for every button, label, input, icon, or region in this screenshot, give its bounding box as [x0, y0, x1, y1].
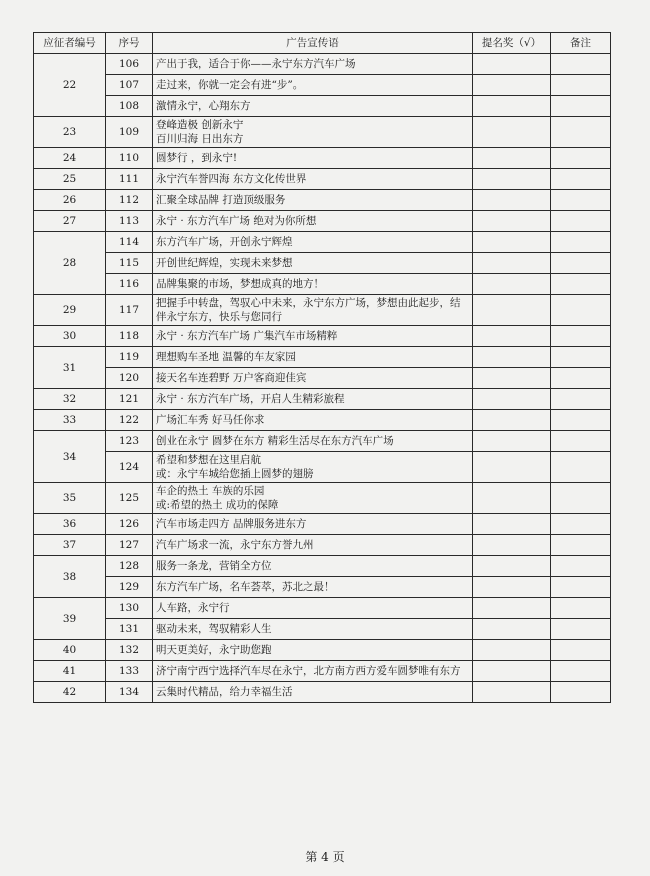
remark-cell[interactable] [551, 232, 611, 253]
slogan-cell: 永宁 · 东方汽车广场 绝对为你所想 [153, 211, 473, 232]
applicant-id-cell: 40 [34, 640, 106, 661]
applicant-id-cell: 34 [34, 431, 106, 483]
table-row [34, 75, 611, 96]
table-row [34, 452, 611, 483]
applicant-id-cell: 42 [34, 682, 106, 703]
nominate-cell[interactable] [473, 514, 551, 535]
nominate-cell[interactable] [473, 54, 551, 75]
table-row [34, 556, 611, 577]
seq-cell: 107 [106, 75, 153, 96]
applicant-id-cell: 29 [34, 295, 106, 326]
nominate-cell[interactable] [473, 347, 551, 368]
remark-cell[interactable] [551, 514, 611, 535]
slogan-cell: 驱动未来，驾驭精彩人生 [153, 619, 473, 640]
nominate-cell[interactable] [473, 619, 551, 640]
nominate-cell[interactable] [473, 295, 551, 326]
slogan-table [33, 32, 611, 703]
seq-cell: 118 [106, 326, 153, 347]
remark-cell[interactable] [551, 169, 611, 190]
slogan-cell: 登峰造极 创新永宁 百川归海 日出东方 [153, 117, 473, 148]
slogan-cell: 永宁 · 东方汽车广场 广集汽车市场精粹 [153, 326, 473, 347]
header-nominate: 提名奖（√） [473, 33, 551, 54]
table-row [34, 326, 611, 347]
table-row [34, 682, 611, 703]
nominate-cell[interactable] [473, 253, 551, 274]
seq-cell: 131 [106, 619, 153, 640]
slogan-cell: 广场汇车秀 好马任你求 [153, 410, 473, 431]
seq-cell: 127 [106, 535, 153, 556]
remark-cell[interactable] [551, 452, 611, 483]
nominate-cell[interactable] [473, 577, 551, 598]
slogan-cell: 人车路，永宁行 [153, 598, 473, 619]
table-row [34, 535, 611, 556]
table-row [34, 640, 611, 661]
seq-cell: 124 [106, 452, 153, 483]
remark-cell[interactable] [551, 619, 611, 640]
slogan-cell: 服务一条龙，营销全方位 [153, 556, 473, 577]
table-row [34, 295, 611, 326]
table-row [34, 169, 611, 190]
seq-cell: 125 [106, 483, 153, 514]
applicant-id-cell: 28 [34, 232, 106, 295]
slogan-cell: 永宁 · 东方汽车广场，开启人生精彩旅程 [153, 389, 473, 410]
table-row [34, 368, 611, 389]
remark-cell[interactable] [551, 75, 611, 96]
applicant-id-cell: 31 [34, 347, 106, 389]
applicant-id-cell: 27 [34, 211, 106, 232]
slogan-cell: 激情永宁，心翔东方 [153, 96, 473, 117]
nominate-cell[interactable] [473, 682, 551, 703]
remark-cell[interactable] [551, 640, 611, 661]
remark-cell[interactable] [551, 577, 611, 598]
remark-cell[interactable] [551, 253, 611, 274]
nominate-cell[interactable] [473, 96, 551, 117]
applicant-id-cell: 24 [34, 148, 106, 169]
seq-cell: 109 [106, 117, 153, 148]
remark-cell[interactable] [551, 598, 611, 619]
seq-cell: 116 [106, 274, 153, 295]
applicant-id-cell: 35 [34, 483, 106, 514]
seq-cell: 106 [106, 54, 153, 75]
remark-cell[interactable] [551, 117, 611, 148]
slogan-cell: 车企的热土 车族的乐园 或:希望的热土 成功的保障 [153, 483, 473, 514]
remark-cell[interactable] [551, 389, 611, 410]
table-row [34, 232, 611, 253]
nominate-cell[interactable] [473, 368, 551, 389]
nominate-cell[interactable] [473, 452, 551, 483]
applicant-id-cell: 32 [34, 389, 106, 410]
remark-cell[interactable] [551, 274, 611, 295]
remark-cell[interactable] [551, 96, 611, 117]
seq-cell: 115 [106, 253, 153, 274]
seq-cell: 128 [106, 556, 153, 577]
applicant-id-cell: 36 [34, 514, 106, 535]
table-row [34, 389, 611, 410]
header-row [34, 33, 611, 54]
remark-cell[interactable] [551, 682, 611, 703]
nominate-cell[interactable] [473, 661, 551, 682]
slogan-cell: 永宁汽车誉四海 东方文化传世界 [153, 169, 473, 190]
nominate-cell[interactable] [473, 232, 551, 253]
header-seq: 序号 [106, 33, 153, 54]
remark-cell[interactable] [551, 535, 611, 556]
nominate-cell[interactable] [473, 410, 551, 431]
seq-cell: 119 [106, 347, 153, 368]
seq-cell: 110 [106, 148, 153, 169]
remark-cell[interactable] [551, 368, 611, 389]
nominate-cell[interactable] [473, 326, 551, 347]
applicant-id-cell: 38 [34, 556, 106, 598]
table-row [34, 347, 611, 368]
table-row [34, 253, 611, 274]
nominate-cell[interactable] [473, 117, 551, 148]
seq-cell: 111 [106, 169, 153, 190]
slogan-cell: 东方汽车广场，开创永宁辉煌 [153, 232, 473, 253]
table-row [34, 96, 611, 117]
seq-cell: 130 [106, 598, 153, 619]
nominate-cell[interactable] [473, 169, 551, 190]
remark-cell[interactable] [551, 347, 611, 368]
slogan-cell: 创业在永宁 圆梦在东方 精彩生活尽在东方汽车广场 [153, 431, 473, 452]
seq-cell: 113 [106, 211, 153, 232]
header-applicant-id: 应征者编号 [34, 33, 106, 54]
table-row [34, 211, 611, 232]
slogan-cell: 圆梦行 ，到永宁! [153, 148, 473, 169]
applicant-id-cell: 41 [34, 661, 106, 682]
remark-cell[interactable] [551, 410, 611, 431]
table-row [34, 514, 611, 535]
table-row [34, 483, 611, 514]
seq-cell: 120 [106, 368, 153, 389]
header-slogan: 广告宣传语 [153, 33, 473, 54]
nominate-cell[interactable] [473, 389, 551, 410]
seq-cell: 112 [106, 190, 153, 211]
remark-cell[interactable] [551, 326, 611, 347]
slogan-cell: 接天名车连碧野 万户客商迎佳宾 [153, 368, 473, 389]
seq-cell: 129 [106, 577, 153, 598]
applicant-id-cell: 37 [34, 535, 106, 556]
slogan-cell: 云集时代精品，给力幸福生活 [153, 682, 473, 703]
applicant-id-cell: 33 [34, 410, 106, 431]
slogan-cell: 把握手中转盘，驾驭心中未来，永宁东方广场，梦想由此起步，结伴永宁东方，快乐与您同行 [153, 295, 473, 326]
seq-cell: 133 [106, 661, 153, 682]
remark-cell[interactable] [551, 211, 611, 232]
nominate-cell[interactable] [473, 598, 551, 619]
seq-cell: 114 [106, 232, 153, 253]
seq-cell: 108 [106, 96, 153, 117]
applicant-id-cell: 30 [34, 326, 106, 347]
slogan-cell: 汽车市场走四方 品牌服务进东方 [153, 514, 473, 535]
table-row [34, 148, 611, 169]
nominate-cell[interactable] [473, 535, 551, 556]
nominate-cell[interactable] [473, 556, 551, 577]
seq-cell: 121 [106, 389, 153, 410]
applicant-id-cell: 26 [34, 190, 106, 211]
remark-cell[interactable] [551, 661, 611, 682]
remark-cell[interactable] [551, 54, 611, 75]
remark-cell[interactable] [551, 431, 611, 452]
nominate-cell[interactable] [473, 274, 551, 295]
header-remark: 备注 [551, 33, 611, 54]
page-number: 第 4 页 [305, 850, 345, 864]
table-row [34, 274, 611, 295]
slogan-cell: 产出于我，适合于你——永宁东方汽车广场 [153, 54, 473, 75]
table-row [34, 190, 611, 211]
table-row [34, 431, 611, 452]
table-row [34, 410, 611, 431]
table-row [34, 598, 611, 619]
slogan-cell: 东方汽车广场，名车荟萃，苏北之最！ [153, 577, 473, 598]
seq-cell: 122 [106, 410, 153, 431]
remark-cell[interactable] [551, 295, 611, 326]
table-body [34, 54, 611, 703]
remark-cell[interactable] [551, 148, 611, 169]
seq-cell: 123 [106, 431, 153, 452]
nominate-cell[interactable] [473, 211, 551, 232]
slogan-cell: 走过来，你就一定会有进“步”。 [153, 75, 473, 96]
slogan-cell: 济宁南宁西宁选择汽车尽在永宁，北方南方西方爱车圆梦唯有东方 [153, 661, 473, 682]
table-row [34, 619, 611, 640]
nominate-cell[interactable] [473, 483, 551, 514]
seq-cell: 132 [106, 640, 153, 661]
table-row [34, 117, 611, 148]
nominate-cell[interactable] [473, 640, 551, 661]
slogan-cell: 希望和梦想在这里启航 或：永宁车城给您插上圆梦的翅膀 [153, 452, 473, 483]
seq-cell: 134 [106, 682, 153, 703]
seq-cell: 117 [106, 295, 153, 326]
nominate-cell[interactable] [473, 431, 551, 452]
remark-cell[interactable] [551, 190, 611, 211]
slogan-cell: 明天更美好，永宁助您跑 [153, 640, 473, 661]
table-row [34, 54, 611, 75]
remark-cell[interactable] [551, 483, 611, 514]
applicant-id-cell: 25 [34, 169, 106, 190]
slogan-cell: 理想购车圣地 温馨的车友家园 [153, 347, 473, 368]
applicant-id-cell: 23 [34, 117, 106, 148]
nominate-cell[interactable] [473, 148, 551, 169]
remark-cell[interactable] [551, 556, 611, 577]
seq-cell: 126 [106, 514, 153, 535]
slogan-cell: 汇聚全球品牌 打造顶级服务 [153, 190, 473, 211]
table-row [34, 661, 611, 682]
slogan-cell: 汽车广场求一流，永宁东方誉九州 [153, 535, 473, 556]
nominate-cell[interactable] [473, 190, 551, 211]
applicant-id-cell: 22 [34, 54, 106, 117]
applicant-id-cell: 39 [34, 598, 106, 640]
slogan-cell: 品牌集聚的市场，梦想成真的地方！ [153, 274, 473, 295]
slogan-cell: 开创世纪辉煌，实现未来梦想 [153, 253, 473, 274]
nominate-cell[interactable] [473, 75, 551, 96]
table-row [34, 577, 611, 598]
